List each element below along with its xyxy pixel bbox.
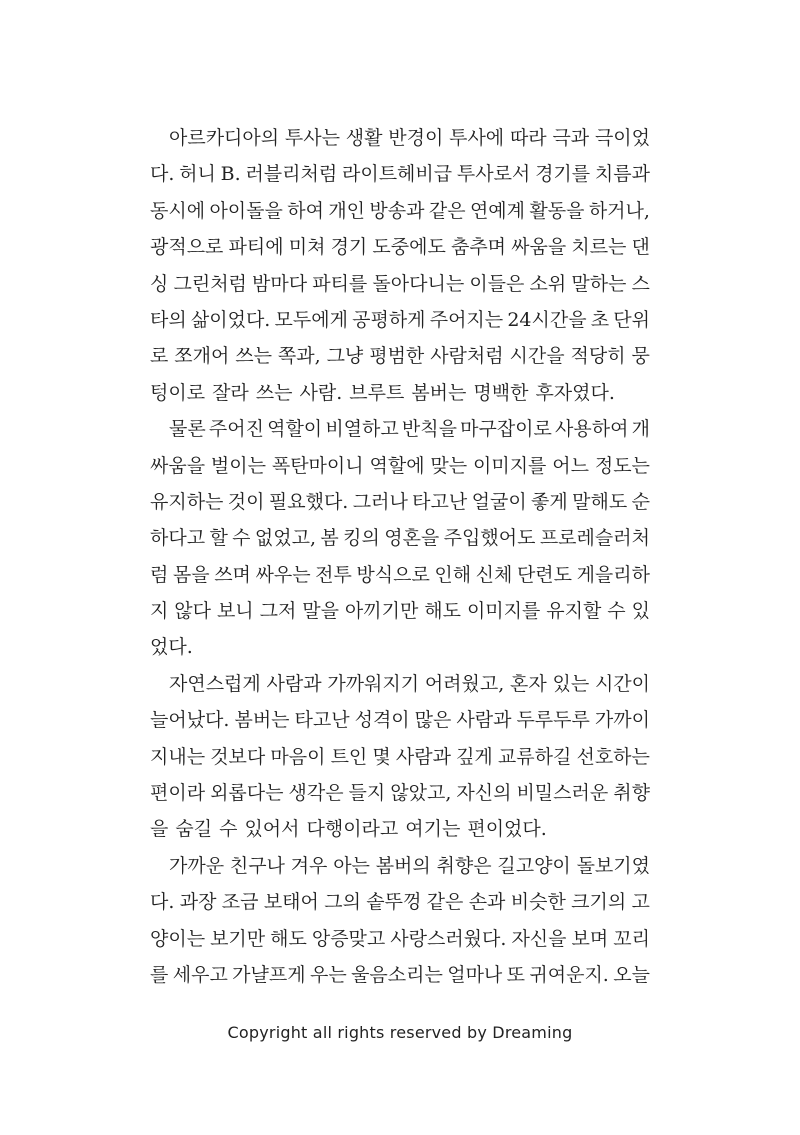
word: 말하는	[571, 272, 627, 295]
word: 을	[150, 818, 169, 841]
word: 주입했어도	[443, 527, 536, 550]
word: 봄버는	[411, 381, 467, 404]
word: 마음이	[270, 745, 326, 768]
word: 잘라	[212, 381, 249, 404]
word: 싸움을	[511, 236, 567, 259]
word: 수	[607, 600, 626, 623]
word: 쪼개어	[174, 345, 230, 368]
word: 봄	[320, 527, 339, 550]
word: 조금	[221, 891, 259, 914]
word: 치름과	[594, 163, 650, 186]
word: 텅이로	[150, 381, 206, 404]
text-line	[150, 520, 650, 556]
word: 투사에	[449, 127, 505, 149]
word: 봄버의	[375, 854, 431, 877]
word: 폭탄마이니	[271, 454, 364, 477]
word: 를	[150, 963, 169, 986]
word: 선호하는	[576, 745, 650, 768]
word: 어려웠고,	[424, 672, 505, 695]
word: 하거나,	[588, 199, 650, 222]
text-line	[150, 848, 650, 884]
word: 얼굴이	[471, 490, 527, 513]
word: 투사는	[284, 127, 340, 149]
word: 귀여운지.	[529, 963, 609, 986]
word: 적당히	[570, 345, 626, 368]
word: 연예계	[469, 199, 526, 222]
word: 양이는	[150, 927, 206, 950]
word: 고	[631, 891, 650, 914]
word: 반경이	[388, 127, 444, 149]
word: 쓰며	[214, 563, 251, 586]
word: 비슷한	[510, 891, 566, 914]
word: 수	[232, 527, 251, 550]
word: 않다	[174, 600, 212, 623]
word: 두루두루	[516, 709, 590, 732]
word: 많은	[414, 709, 452, 732]
word: 이들은	[469, 272, 525, 295]
word: 초	[590, 308, 610, 331]
text-line	[150, 884, 650, 920]
word: 인해	[434, 563, 472, 586]
word: 가냘프게	[232, 963, 306, 986]
word: 얼마나	[447, 963, 503, 986]
word: 벌이는	[210, 454, 266, 477]
word: 개인	[328, 199, 366, 222]
text-line	[150, 557, 650, 593]
word: 깊게	[456, 745, 493, 768]
word: 겨우	[290, 854, 328, 877]
word: 개	[631, 418, 650, 441]
word: 울음소리는	[351, 963, 443, 986]
word: 가까워지기	[327, 672, 420, 695]
word: 트인	[330, 745, 368, 768]
word: 친구나	[229, 854, 285, 877]
word: 사람과	[266, 672, 322, 695]
word: 타고난	[412, 490, 468, 513]
word: 동시에	[150, 199, 206, 222]
word: 삶이었다.	[190, 308, 271, 331]
word: 시간을	[509, 345, 565, 368]
word: 쪽과,	[277, 345, 321, 368]
word: 돌아다니는	[372, 272, 465, 295]
word: 하여	[287, 199, 324, 222]
word: 보니	[216, 600, 254, 623]
word: 단련도	[516, 563, 572, 586]
word: 좋게	[531, 490, 568, 513]
word: 신체	[475, 563, 513, 586]
word: 후자였다.	[535, 381, 615, 404]
text-line	[150, 739, 650, 775]
word: 들지	[348, 782, 386, 805]
word: 쓰는	[255, 381, 293, 404]
word: 몇	[372, 745, 391, 768]
word: 로	[150, 345, 169, 368]
text-line	[150, 266, 650, 302]
word: 비열하고	[325, 418, 399, 441]
word: 정도는	[594, 454, 650, 477]
word: 보며	[571, 927, 609, 950]
word: 혼자	[510, 672, 547, 695]
word: 교류하길	[497, 745, 572, 768]
text-line	[150, 193, 650, 229]
word: 비밀스러운	[516, 782, 609, 805]
text-line	[150, 302, 650, 338]
word: 도중에도	[372, 236, 446, 259]
word: 치르는	[571, 236, 627, 259]
word: 늘어났다.	[150, 709, 230, 732]
text-line	[150, 811, 650, 847]
word: 사랑스러웠다.	[390, 927, 507, 950]
word: 소위	[529, 272, 567, 295]
word: 전투	[315, 563, 352, 586]
word: 취향은	[436, 854, 492, 877]
word: 유지하는	[150, 490, 224, 513]
word: 게을리하	[576, 563, 650, 586]
word: 경기	[330, 236, 368, 259]
word: 보태어	[263, 891, 319, 914]
text-line	[150, 702, 650, 738]
word: 사람.	[299, 381, 343, 404]
word: 다.	[150, 891, 175, 914]
word: 성격이	[354, 709, 410, 732]
word: 투사로서	[456, 163, 531, 186]
word: 영혼을	[384, 527, 440, 550]
word: 순	[631, 490, 650, 513]
word: 싸우는	[255, 563, 311, 586]
word: 프로레슬러처	[539, 527, 650, 550]
word: 명백한	[473, 381, 529, 404]
text-line	[150, 156, 650, 192]
word: 이미지를	[472, 454, 547, 477]
word: 방송과	[369, 199, 425, 222]
word: 었다.	[150, 636, 193, 659]
word: 사람처럼	[430, 345, 504, 368]
word: 꼬리	[613, 927, 650, 950]
word: 크기의	[571, 891, 627, 914]
text-line	[150, 775, 650, 811]
word: 단위	[613, 308, 650, 331]
word: 세우고	[172, 963, 228, 986]
word: 댄	[631, 236, 650, 259]
word: 사람과	[456, 709, 512, 732]
word: 허니	[179, 163, 216, 186]
text-line	[150, 957, 650, 993]
word: 취향	[613, 782, 650, 805]
text-line	[150, 484, 650, 520]
word: 길고양이	[497, 854, 571, 877]
word: 숨길	[175, 818, 213, 841]
word: 킹의	[343, 527, 380, 550]
word: 수	[219, 818, 238, 841]
word: 과장	[179, 891, 217, 914]
word: 있는	[552, 672, 590, 695]
word: 지	[150, 600, 169, 623]
word: 싱	[150, 272, 169, 295]
word: 말을	[302, 600, 339, 623]
word: 자연스럽게	[169, 672, 261, 695]
word: 않았고,	[390, 782, 452, 805]
word: 미쳐	[288, 236, 326, 259]
word: 봄버는	[234, 709, 290, 732]
word: 이미지를	[466, 600, 541, 623]
word: 평범한	[369, 345, 425, 368]
word: 주어진	[208, 418, 264, 441]
word: 보기만	[210, 927, 266, 950]
copyright-footer: Copyright all rights reserved by Dreaming	[227, 1023, 573, 1042]
word: 사용하여	[555, 418, 629, 441]
word: 그저	[259, 600, 297, 623]
word: 같은	[428, 199, 466, 222]
word: 외롭다는	[210, 782, 284, 805]
word: 경기를	[535, 163, 591, 186]
word: 것이	[227, 490, 265, 513]
word: 그러나	[352, 490, 408, 513]
word: 24시간을	[507, 308, 587, 331]
word: 극이었	[594, 127, 650, 149]
word: 주어지는	[429, 308, 504, 331]
text-line	[150, 411, 650, 447]
word: 파티를	[312, 272, 368, 295]
word: 그냥	[326, 345, 364, 368]
word: 밤마다	[252, 272, 308, 295]
word: 편이라	[150, 782, 206, 805]
word: 유지할	[546, 600, 602, 623]
word: 몸을	[172, 563, 210, 586]
word: 파티에	[228, 236, 284, 259]
word: 뭉	[631, 345, 650, 368]
text-line	[150, 120, 650, 156]
word: 돌보기였	[576, 854, 650, 877]
word: 따라	[509, 127, 547, 149]
word: 것보다	[210, 745, 266, 768]
word: 라이트헤비급	[341, 163, 453, 186]
word: 생각은	[288, 782, 344, 805]
text-line	[150, 448, 650, 484]
word: 아끼기만	[344, 600, 419, 623]
word: 앙증맞고	[311, 927, 386, 950]
word: 자신의	[456, 782, 512, 805]
word: 어느	[552, 454, 589, 477]
word: 쓰는	[235, 345, 272, 368]
word: 해도	[424, 600, 461, 623]
word: 필요했다.	[268, 490, 349, 513]
word: 오늘	[613, 963, 650, 986]
word: 해도	[270, 927, 307, 950]
word: 타의	[150, 308, 187, 331]
word: 활동을	[529, 199, 585, 222]
body-text	[150, 120, 650, 993]
word: 방식으로	[356, 563, 430, 586]
word: 솥뚜껑	[366, 891, 422, 914]
word: 우는	[309, 963, 347, 986]
word: 사람과	[395, 745, 451, 768]
word: 하다고	[150, 527, 206, 550]
word: 극과	[552, 127, 590, 149]
word: 다행이라고	[306, 818, 399, 841]
word: 가까운	[169, 854, 225, 877]
word: 여기는	[405, 818, 461, 841]
word: 생활	[345, 127, 383, 149]
word: 공평하게	[352, 308, 426, 331]
word: 럼	[150, 563, 169, 586]
word: B.	[220, 163, 241, 186]
word: 타고난	[294, 709, 350, 732]
word: 반칙을	[401, 418, 457, 441]
word: 그린처럼	[173, 272, 247, 295]
word: 모두에게	[274, 308, 348, 331]
word: 할	[209, 527, 228, 550]
word: 역할이	[267, 418, 323, 441]
word: 그의	[324, 891, 361, 914]
word: 가까이	[594, 709, 650, 732]
word: 맞는	[430, 454, 468, 477]
word: 광적으로	[150, 236, 224, 259]
word: 아는	[333, 854, 370, 877]
word: 러블리처럼	[245, 163, 338, 186]
text-line	[150, 375, 650, 411]
text-line	[150, 229, 650, 265]
word: 싸움을	[150, 454, 206, 477]
text-line	[150, 629, 650, 665]
text-line	[150, 666, 650, 702]
word: 시간이	[594, 672, 650, 695]
text-line	[150, 593, 650, 629]
word: 같은	[426, 891, 464, 914]
text-line	[150, 921, 650, 957]
word: 또	[506, 963, 526, 986]
word: 손과	[468, 891, 506, 914]
word: 춤추며	[450, 236, 507, 259]
word: 있	[631, 600, 650, 623]
word: 있어서	[244, 818, 300, 841]
word: 없었고,	[254, 527, 317, 550]
word: 아르카디아의	[169, 127, 280, 149]
word: 편이었다.	[467, 818, 547, 841]
text-line	[150, 338, 650, 374]
word: 아이돌을	[209, 199, 283, 222]
word: 역할에	[369, 454, 425, 477]
word: 말해도	[572, 490, 628, 513]
word: 브루트	[349, 381, 405, 404]
word: 자신을	[511, 927, 567, 950]
word: 마구잡이로	[460, 418, 552, 441]
word: 다.	[150, 163, 175, 186]
word: 지내는	[150, 745, 206, 768]
word: 물론	[169, 418, 206, 441]
word: 스	[631, 272, 650, 295]
